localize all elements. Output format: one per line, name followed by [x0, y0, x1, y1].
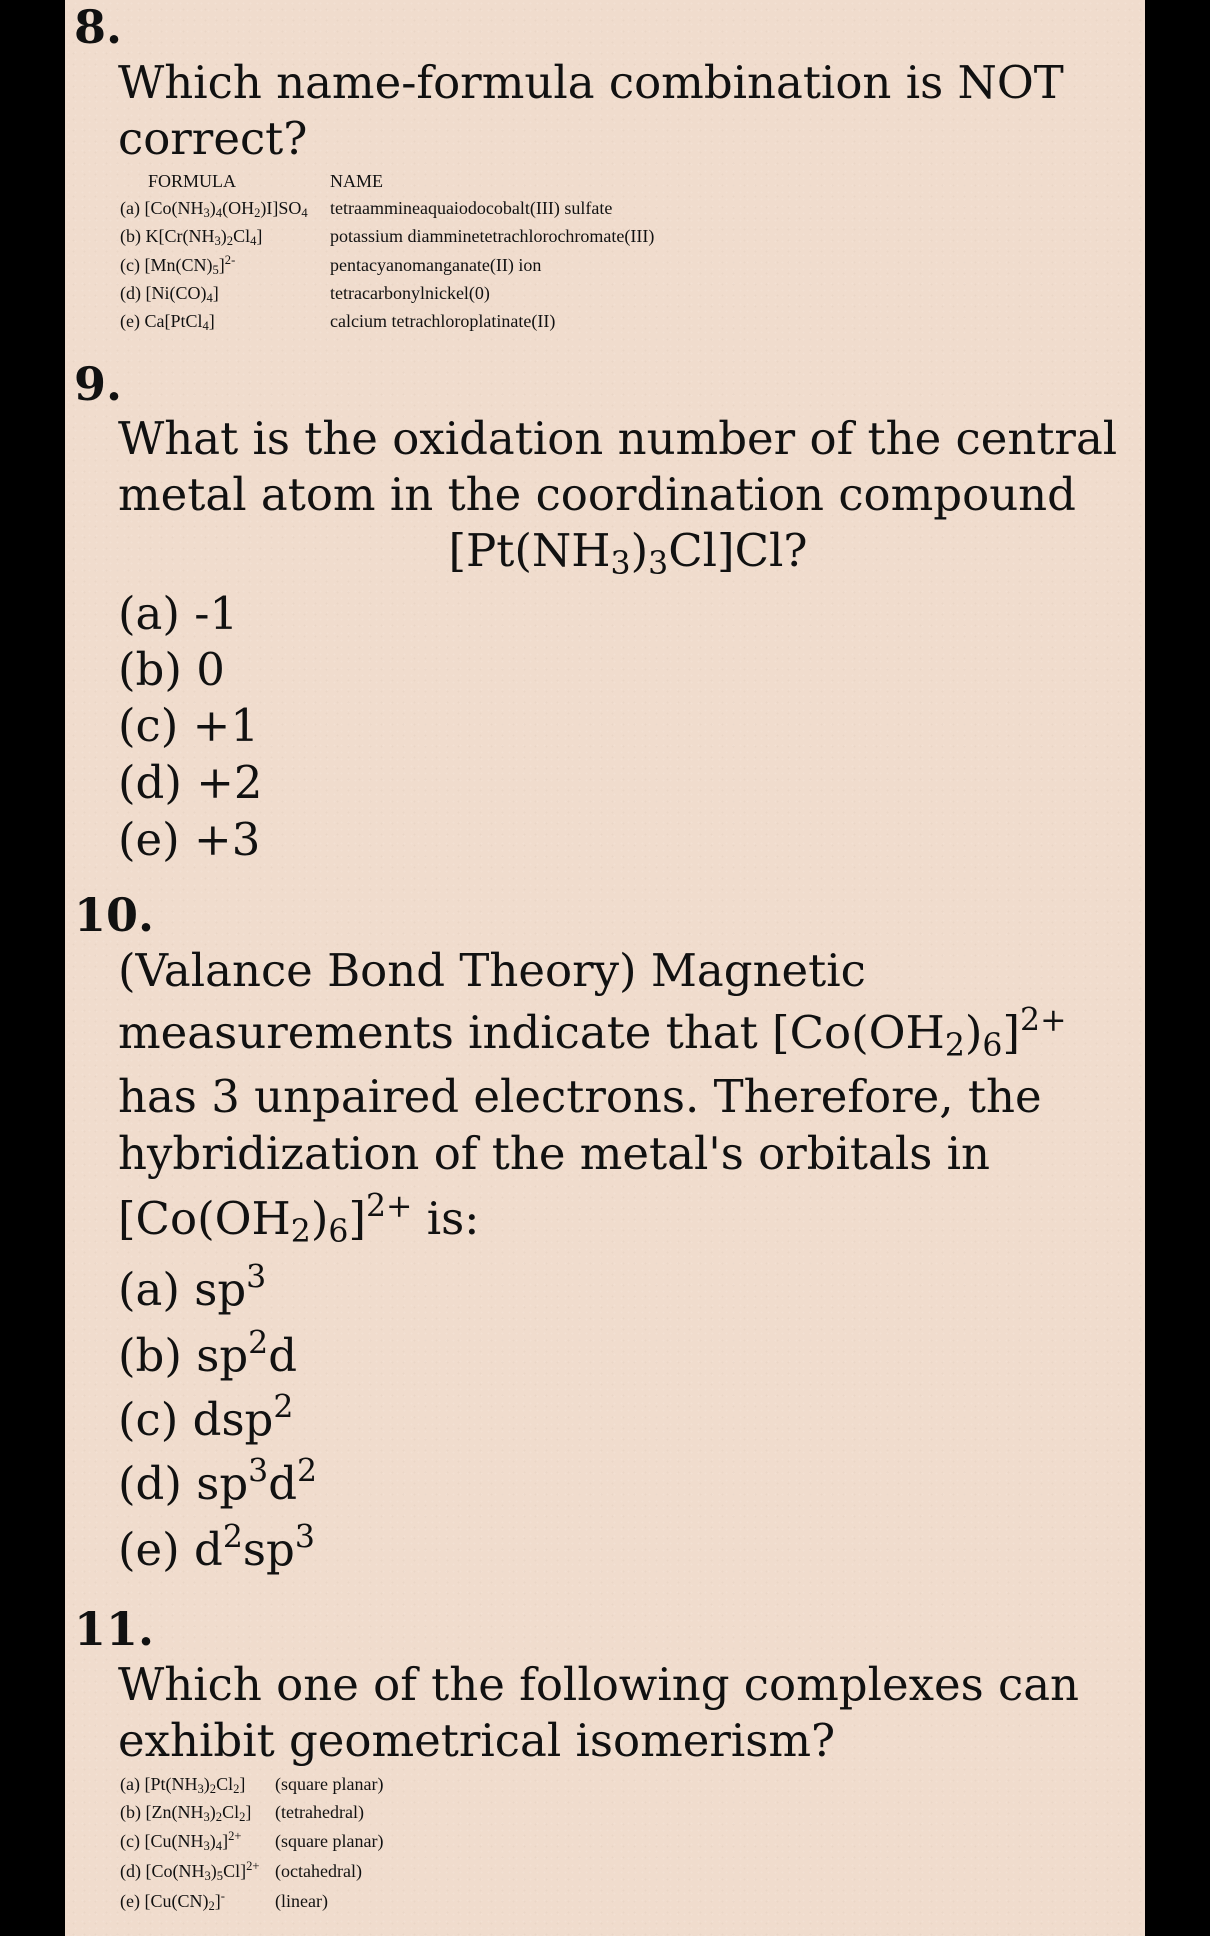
q9-option-c: (c) +1 — [118, 699, 259, 752]
q10-option-c: (c) dsp$^2$ — [118, 1389, 294, 1446]
question-9-stem-line-2: metal atom in the coordination compound — [118, 468, 1076, 521]
q10-option-a: (a) $sp^3$ — [118, 1259, 267, 1316]
q8-row-a-formula: (a) $[Co(NH_3)_4(OH_2)I]SO_4$ — [120, 198, 308, 221]
question-8-number: 8. — [74, 0, 123, 54]
question-11-stem-line-1: Which one of the following complexes can — [118, 1658, 1080, 1711]
q8-row-b-formula: (b) $K[Cr(NH_3)_2Cl_4]$ — [120, 226, 263, 249]
question-9-number: 9. — [74, 357, 123, 411]
question-9-stem-line-1: What is the oxidation number of the central — [118, 412, 1118, 465]
q8-row-a-name: tetraammineaquaiodocobalt(III) sulfate — [330, 198, 613, 218]
q11-row-e-geometry: (linear) — [275, 1891, 328, 1911]
q9-option-a: (a) -1 — [118, 587, 239, 640]
question-10-stem-line-3: has 3 unpaired electrons. Therefore, the — [118, 1070, 1042, 1123]
q11-row-c-geometry: (square planar) — [275, 1831, 384, 1851]
q8-row-e-formula: (e) Ca[PtCl$_4$] — [120, 311, 215, 334]
q9-option-e: (e) +3 — [118, 813, 261, 866]
q8-row-c-formula: (c) $[Mn(CN)_5]^{2-}$ — [120, 253, 236, 278]
q9-option-d: (d) +2 — [118, 756, 263, 809]
q10-option-e: (e) $d^2sp^3$ — [118, 1519, 315, 1576]
question-10-stem-line-5: $[Co(OH_2)_6]^{2+}$ is: — [118, 1188, 480, 1250]
q8-row-d-formula: (d) $[Ni(CO)_4]$ — [120, 283, 219, 306]
q11-row-b-formula: (b) $[Zn(NH_3)_2Cl_2]$ — [120, 1802, 252, 1825]
question-10-stem-line-2: measurements indicate that $[Co(OH_2)_6]^{2+}$ — [118, 1002, 1067, 1064]
q11-row-c-formula: (c) $[Cu(NH_3)_4]^{2+}$ — [120, 1829, 242, 1854]
question-8-stem-line-2: correct? — [118, 112, 308, 165]
question-8-stem-line-1: Which name-formula combination is NOT — [118, 56, 1064, 109]
question-11-number: 11. — [74, 1602, 155, 1656]
q11-row-b-geometry: (tetrahedral) — [275, 1802, 364, 1822]
q10-option-b: (b) $sp^2d$ — [118, 1325, 297, 1382]
q11-row-d-geometry: (octahedral) — [275, 1861, 362, 1881]
q11-row-a-geometry: (square planar) — [275, 1774, 384, 1794]
q8-name-header: NAME — [330, 171, 383, 191]
q8-row-d-name: tetracarbonylnickel(0) — [330, 283, 490, 303]
q11-row-d-formula: (d) $[Co(NH_3)_5Cl]^{2+}$ — [120, 1859, 260, 1884]
q11-row-e-formula: (e) $[Cu(CN)_2]^-$ — [120, 1889, 225, 1914]
question-11-stem-line-2: exhibit geometrical isomerism? — [118, 1714, 836, 1767]
q8-row-c-name: pentacyanomanganate(II) ion — [330, 255, 542, 275]
question-10-number: 10. — [74, 888, 155, 942]
q11-row-a-formula: (a) $[Pt(NH_3)_2Cl_2]$ — [120, 1774, 246, 1797]
q8-row-e-name: calcium tetrachloroplatinate(II) — [330, 311, 556, 331]
question-10-stem-line-1: (Valance Bond Theory) Magnetic — [118, 944, 866, 997]
question-10-stem-line-4: hybridization of the metal's orbitals in — [118, 1127, 991, 1180]
q8-formula-header: FORMULA — [148, 171, 237, 191]
question-9-compound: $[Pt(NH_3)_3Cl]Cl$? — [448, 524, 808, 582]
worksheet-page — [65, 0, 1145, 1936]
q9-option-b: (b) 0 — [118, 643, 225, 696]
q10-option-d: (d) $sp^3d^2$ — [118, 1453, 318, 1510]
q8-row-b-name: potassium diamminetetrachlorochromate(III) — [330, 226, 655, 246]
